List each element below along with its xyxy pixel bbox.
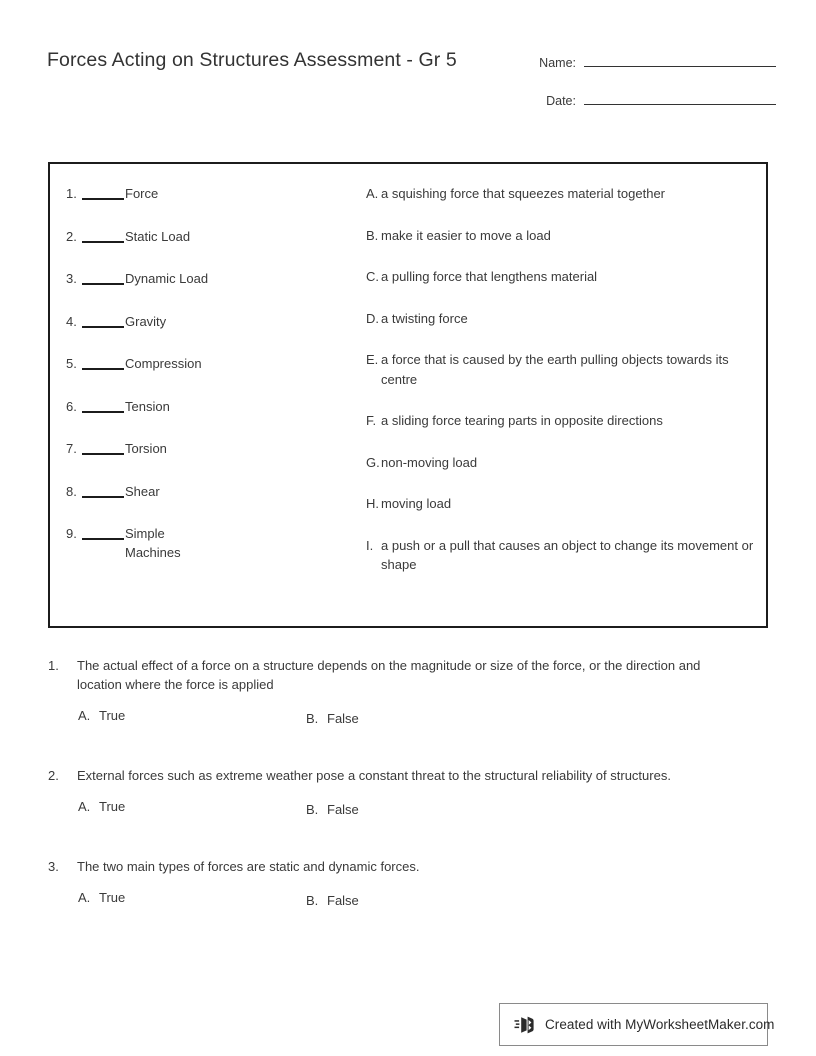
option-false[interactable] bbox=[306, 802, 359, 817]
matching-definition-row bbox=[366, 494, 756, 514]
option-letter: A. bbox=[78, 799, 91, 814]
matching-term-number: 9. bbox=[66, 526, 77, 541]
option-letter: B. bbox=[306, 802, 319, 817]
matching-definition-row bbox=[366, 267, 756, 287]
matching-definition-text: a squishing force that squeezes material together bbox=[381, 186, 666, 201]
matching-term-label: Simple Machines bbox=[125, 526, 181, 560]
matching-definition-row bbox=[366, 350, 756, 389]
matching-answer-blank[interactable] bbox=[82, 397, 124, 413]
matching-term-label: Dynamic Load bbox=[125, 271, 209, 286]
question-number: 3. bbox=[48, 859, 59, 874]
question-prompt-row bbox=[48, 656, 768, 694]
matching-definition-letter: F. bbox=[366, 413, 377, 428]
matching-definition-text: moving load bbox=[381, 496, 452, 511]
matching-term-row bbox=[66, 397, 356, 416]
name-field-row bbox=[530, 53, 776, 70]
true-false-section bbox=[48, 656, 768, 948]
question-prompt-text: The two main types of forces are static and dynamic forces. bbox=[77, 859, 420, 874]
matching-term-label: Force bbox=[125, 186, 159, 201]
option-letter: A. bbox=[78, 708, 91, 723]
question-options-row bbox=[48, 708, 768, 742]
option-label: True bbox=[99, 890, 126, 905]
matching-term-number: 7. bbox=[66, 441, 77, 456]
matching-definition-row bbox=[366, 453, 756, 473]
option-label: False bbox=[327, 802, 359, 817]
page-title: Forces Acting on Structures Assessment - Gr 5 bbox=[47, 49, 457, 71]
matching-answer-blank[interactable] bbox=[82, 227, 124, 243]
date-field-row bbox=[530, 91, 776, 108]
matching-answer-blank[interactable] bbox=[82, 439, 124, 455]
matching-term-number: 4. bbox=[66, 313, 77, 329]
matching-definition-row bbox=[366, 411, 756, 431]
matching-definition-letter: B. bbox=[366, 227, 379, 243]
matching-definition-letter: G. bbox=[366, 454, 380, 470]
question-options-row bbox=[48, 890, 768, 924]
option-true[interactable] bbox=[78, 799, 125, 814]
question-options-row bbox=[48, 799, 768, 833]
matching-term-number: 5. bbox=[66, 356, 77, 371]
true-false-question bbox=[48, 857, 768, 924]
true-false-question bbox=[48, 766, 768, 833]
matching-definition-row bbox=[366, 536, 756, 575]
option-false[interactable] bbox=[306, 711, 359, 726]
matching-term-number: 3. bbox=[66, 271, 77, 286]
matching-definition-text: a twisting force bbox=[381, 310, 468, 326]
name-input-line[interactable] bbox=[584, 53, 776, 67]
date-label: Date: bbox=[546, 94, 576, 108]
worksheet-header bbox=[0, 0, 816, 130]
matching-definition-text: non-moving load bbox=[381, 454, 478, 470]
date-input-line[interactable] bbox=[584, 91, 776, 105]
matching-term-row bbox=[66, 354, 356, 373]
matching-definition-letter: H. bbox=[366, 496, 379, 511]
matching-term-number: 8. bbox=[66, 483, 77, 499]
option-label: False bbox=[327, 893, 359, 908]
matching-term-number: 1. bbox=[66, 186, 77, 201]
name-label: Name: bbox=[539, 56, 576, 70]
worksheet-maker-logo-icon bbox=[514, 1014, 536, 1036]
matching-term-row bbox=[66, 184, 356, 203]
matching-term-row bbox=[66, 439, 356, 458]
matching-term-row bbox=[66, 482, 356, 501]
option-true[interactable] bbox=[78, 708, 125, 723]
matching-answer-blank[interactable] bbox=[82, 269, 124, 285]
option-label: True bbox=[99, 708, 126, 723]
question-prompt-row bbox=[48, 857, 768, 876]
option-letter: A. bbox=[78, 890, 91, 905]
option-label: True bbox=[99, 799, 126, 814]
matching-definition-text: a push or a pull that causes an object to change its movement or shape bbox=[381, 537, 754, 572]
matching-term-row bbox=[66, 312, 356, 331]
matching-definition-row bbox=[366, 309, 756, 329]
matching-term-number: 6. bbox=[66, 398, 77, 414]
matching-definitions-column bbox=[366, 184, 756, 597]
matching-term-number: 2. bbox=[66, 228, 77, 244]
matching-answer-blank[interactable] bbox=[82, 312, 124, 328]
matching-answer-blank[interactable] bbox=[82, 482, 124, 498]
matching-term-label: Static Load bbox=[125, 228, 191, 244]
matching-answer-blank[interactable] bbox=[82, 524, 124, 540]
question-number: 2. bbox=[48, 768, 59, 783]
matching-term-label: Tension bbox=[125, 398, 170, 414]
matching-definition-text: a pulling force that lengthens material bbox=[381, 269, 598, 284]
question-prompt-text: External forces such as extreme weather pose a constant threat to the structural reliability of structures. bbox=[77, 768, 671, 783]
question-prompt-text: The actual effect of a force on a structure depends on the magnitude or size of the force, or the direction and location where the force is applied bbox=[77, 658, 701, 692]
matching-definition-letter: D. bbox=[366, 310, 379, 326]
matching-term-row bbox=[66, 524, 356, 562]
matching-definition-text: a sliding force tearing parts in opposite directions bbox=[381, 413, 663, 428]
matching-term-row bbox=[66, 269, 356, 288]
option-label: False bbox=[327, 711, 359, 726]
option-letter: B. bbox=[306, 711, 319, 726]
option-false[interactable] bbox=[306, 893, 359, 908]
matching-definition-text: make it easier to move a load bbox=[381, 227, 551, 243]
matching-definition-text: a force that is caused by the earth pulling objects towards its centre bbox=[381, 352, 729, 387]
matching-definition-letter: C. bbox=[366, 269, 379, 284]
matching-definition-letter: E. bbox=[366, 352, 379, 367]
footer-attribution-text: Created with MyWorksheetMaker.com bbox=[545, 1017, 775, 1032]
matching-answer-blank[interactable] bbox=[82, 354, 124, 370]
matching-definition-row bbox=[366, 184, 756, 204]
matching-term-label: Compression bbox=[125, 356, 202, 371]
matching-definition-letter: A. bbox=[366, 186, 379, 201]
true-false-question bbox=[48, 656, 768, 742]
matching-definition-letter: I. bbox=[366, 537, 374, 553]
matching-exercise-box bbox=[48, 162, 768, 628]
footer-attribution-badge[interactable] bbox=[499, 1003, 775, 1046]
matching-term-row bbox=[66, 227, 356, 246]
question-number: 1. bbox=[48, 658, 59, 673]
question-prompt-row bbox=[48, 766, 768, 785]
matching-terms-column bbox=[66, 184, 356, 586]
matching-term-label: Torsion bbox=[125, 441, 167, 456]
matching-term-label: Shear bbox=[125, 483, 160, 499]
matching-answer-blank[interactable] bbox=[82, 184, 124, 200]
option-true[interactable] bbox=[78, 890, 125, 905]
matching-definition-row bbox=[366, 226, 756, 246]
option-letter: B. bbox=[306, 893, 319, 908]
matching-term-label: Gravity bbox=[125, 313, 167, 329]
